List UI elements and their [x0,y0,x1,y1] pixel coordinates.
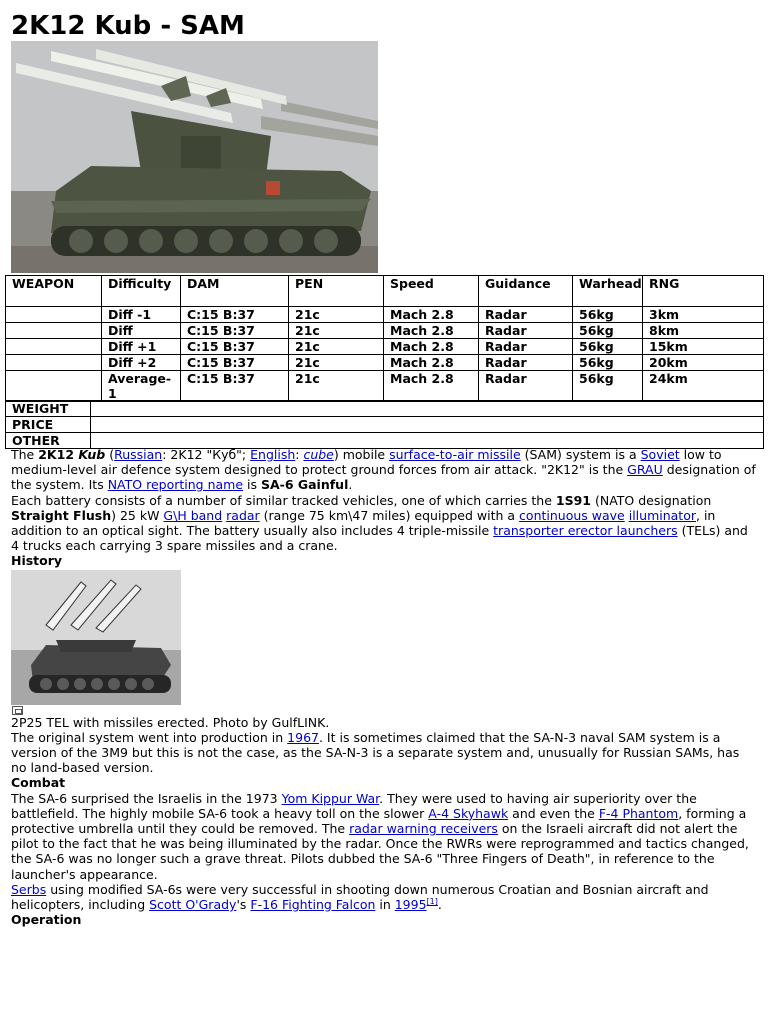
link-russian[interactable]: Russian [114,447,163,462]
table-cell: 56kg [573,355,643,371]
link-illuminator[interactable]: illuminator [628,507,696,523]
table-cell: 21c [289,355,384,371]
link-nato-reporting-name[interactable]: NATO reporting name [107,477,244,493]
link-english[interactable]: English [250,447,296,462]
column-header: Guidance [479,276,573,307]
link-gh-band[interactable]: G\H band [163,507,223,523]
table-cell: Mach 2.8 [384,307,479,323]
link-scott-ogrady[interactable]: Scott O'Grady [149,897,237,913]
page-title: 2K12 Kub - SAM [11,11,245,41]
extra-info-table [5,400,764,449]
table-row [6,339,764,355]
kub-launcher-photo [11,41,378,273]
table-cell: Diff +1 [102,339,181,355]
table-row [6,355,764,371]
table-cell: C:15 B:37 [181,355,289,371]
link-surface-to-air-missile[interactable]: surface-to-air missile [389,447,521,462]
link-cube[interactable]: cube [303,447,334,462]
column-header: WEAPON [6,276,102,307]
column-header: Difficulty [102,276,181,307]
battery-paragraph: Each battery consists of a number of similar tracked vehicles, one of which carries the 1S91 (NATO designation Straight Flush) 25 kW G\H band radar (range 75 km\47 miles) equipped with a continuous wave illuminator, in addition to an optical sight. The battery usually also includes 4 triple-missile transporter erector launchers (TELs) and 4 trucks each carrying 3 spare missiles and a crane. [11,492,748,554]
table-cell: Radar [479,307,573,323]
table-cell [6,355,102,371]
table-row [6,323,764,339]
table-row [6,417,764,433]
table-cell: Average-1 [102,371,181,402]
tel-photo-thumbnail[interactable] [11,570,181,705]
table-cell [91,417,764,433]
table-cell: 20km [643,355,764,371]
link-radar[interactable]: radar [226,507,260,523]
table-cell: C:15 B:37 [181,323,289,339]
table-cell: Mach 2.8 [384,355,479,371]
table-cell: 21c [289,323,384,339]
link-transporter-erector-launchers[interactable]: transporter erector launchers [493,523,678,539]
table-cell: C:15 B:37 [181,339,289,355]
link-1995[interactable]: 1995 [394,897,427,913]
row-label: PRICE [6,417,91,433]
link-continuous-wave[interactable]: continuous wave [519,507,625,523]
history-paragraph: The original system went into production in 1967. It is sometimes claimed that the SA-N-3 naval SAM system is a version of the 3M9 but this is not the case, as the SA-N-3 is a separate system and, unusually for Russian SAMs, has no land-based version. [11,729,740,776]
table-cell: 21c [289,339,384,355]
table-row [6,307,764,323]
table-cell: 3km [643,307,764,323]
table-cell: Mach 2.8 [384,371,479,402]
table-cell: Diff +2 [102,355,181,371]
table-cell [6,323,102,339]
table-cell: Diff [102,323,181,339]
link-f16-fighting-falcon[interactable]: F-16 Fighting Falcon [250,897,376,913]
table-row [6,371,764,402]
enlarge-icon[interactable] [12,706,23,715]
table-cell: Radar [479,355,573,371]
row-label: WEIGHT [6,401,91,417]
table-cell: Mach 2.8 [384,339,479,355]
combat-paragraph: The SA-6 surprised the Israelis in the 1973 Yom Kippur War. They were used to having air superiority over the battlefield. The highly mobile SA-6 took a heavy toll on the slower A-4 Skyhawk and even the F-4 Phantom, forming a protective umbrella until they could be removed. The radar warning receivers on the Israeli aircraft did not alert the pilot to the fact that he was being illuminated by the radar. Once the RWRs were reprogrammed and tactics changed, the SA-6 was no longer such a grave threat. Pilots dubbed the SA-6 "Three Fingers of Death", in reference to the launcher's appearance. [11,790,749,882]
figure-caption: 2P25 TEL with missiles erected. Photo by GulfLINK. [11,714,330,730]
table-cell [6,307,102,323]
link-radar-warning-receivers[interactable]: radar warning receivers [349,821,498,837]
table-cell [6,371,102,402]
reference-link[interactable]: [1] [426,896,438,906]
table-cell [6,339,102,355]
table-cell: C:15 B:37 [181,371,289,402]
history-figure [11,570,756,715]
table-cell: Radar [479,371,573,402]
serbs-paragraph: Serbs using modified SA-6s were very successful in shooting down numerous Croatian and Bosnian aircraft and helicopters, including Scott O'Grady's F-16 Fighting Falcon in 1995[1]. [11,881,709,913]
link-a4-skyhawk[interactable]: A-4 Skyhawk [428,805,509,821]
table-row [6,401,764,417]
table-cell: 56kg [573,371,643,402]
link-f4-phantom[interactable]: F-4 Phantom [598,805,679,821]
column-header: Speed [384,276,479,307]
table-cell: C:15 B:37 [181,307,289,323]
table-cell: 8km [643,323,764,339]
table-cell: Mach 2.8 [384,323,479,339]
table-cell: 21c [289,371,384,402]
table-cell [91,401,764,417]
table-cell: 56kg [573,339,643,355]
row-label: OTHER [6,433,91,449]
combat-heading: Combat [11,775,66,791]
column-header: Warhead [573,276,643,307]
table-cell: 56kg [573,307,643,323]
link-serbs[interactable]: Serbs [11,881,47,897]
table-cell: 15km [643,339,764,355]
column-header: PEN [289,276,384,307]
table-cell: 21c [289,307,384,323]
table-cell: Radar [479,339,573,355]
column-header: DAM [181,276,289,307]
table-header-row [6,276,764,307]
table-cell: 24km [643,371,764,402]
article-body [11,447,756,927]
history-heading: History [11,553,63,569]
weapon-stats-table [5,275,764,402]
intro-paragraph: The 2K12 Kub (Russian: 2K12 "Куб"; English: cube) mobile surface-to-air missile (SAM) system is a Soviet low to medium-level air defence system designed to protect ground forces from air attack. "2K12" is the GRAU designation of the system. Its NATO reporting name is SA-6 Gainful. [11,447,756,493]
column-header: RNG [643,276,764,307]
link-soviet[interactable]: Soviet [640,447,680,462]
operation-heading: Operation [11,912,82,928]
link-grau[interactable]: GRAU [627,462,663,478]
link-yom-kippur-war[interactable]: Yom Kippur War [281,790,380,806]
table-cell: Radar [479,323,573,339]
link-1967[interactable]: 1967 [287,729,319,745]
table-cell: Diff -1 [102,307,181,323]
table-cell: 56kg [573,323,643,339]
